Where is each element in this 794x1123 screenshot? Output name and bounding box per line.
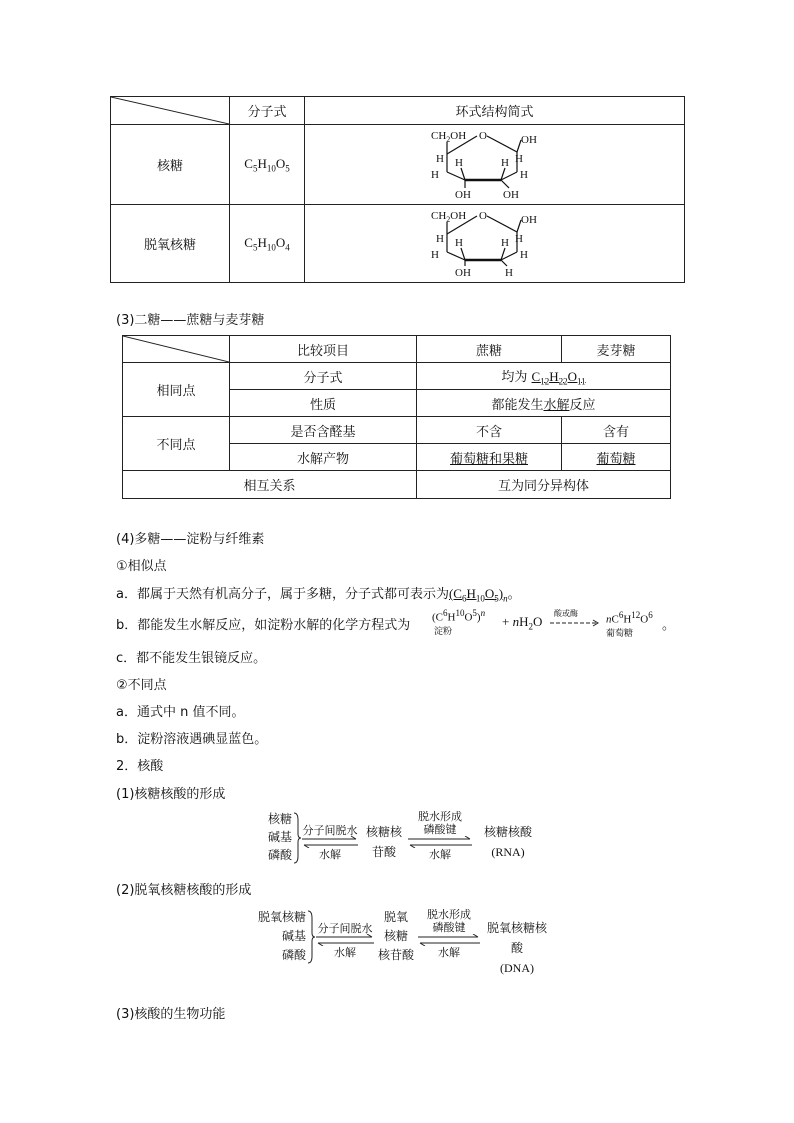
oh-label-c1: OH — [520, 133, 537, 146]
similar-point-c: c．都不能发生银镜反应。 — [116, 651, 267, 666]
formula-deoxyribose: $C_5H_{10}O_4$ — [230, 205, 305, 283]
similar-point-b — [116, 614, 410, 633]
product-name: 脱氧核糖核酸 — [486, 921, 547, 955]
arrow1-bottom-label: 水解 — [334, 946, 356, 959]
h-label: H — [519, 248, 528, 261]
item-hydrolysis: 水解产物 — [230, 444, 417, 471]
h-label: H — [430, 248, 439, 261]
arrow1-top-label: 分子间脱水 — [317, 922, 373, 935]
row-name-ribose: 核糖 — [111, 125, 230, 205]
brace-icon — [307, 910, 315, 964]
mid-line2: 苷酸 — [371, 845, 396, 859]
input-phosphate: 磷酸 — [267, 848, 292, 862]
brace-icon — [293, 812, 301, 864]
text: 都能发生 — [491, 397, 544, 413]
different-point-b: b．淀粉溶液遇碘显蓝色。 — [116, 732, 268, 747]
row-group-diff: 不同点 — [123, 417, 230, 471]
h-label: H — [435, 152, 444, 165]
mid-line1: 脱氧 — [383, 910, 408, 924]
product-abbr: (DNA) — [500, 961, 534, 975]
maltose-aldehyde: 含有 — [562, 417, 671, 444]
eq-product-label: 葡萄糖 — [606, 629, 634, 639]
h-label: H — [454, 236, 463, 249]
sub-dna-title: (2)脱氧核糖核酸的形成 — [116, 883, 252, 898]
ch2oh-label: $CH_2OH$ — [430, 209, 466, 224]
product-abbr: (RNA) — [491, 845, 525, 859]
sucrose-hydrolysis: 葡萄糖和果糖 — [417, 444, 562, 471]
arrow2-top-label — [408, 810, 472, 836]
dna-formation-diagram — [252, 906, 552, 975]
text: 脱水形成 — [418, 810, 462, 823]
formula-c12h22o11: $C_{12}H_{22}O_{11}$ — [531, 368, 586, 387]
h-label: H — [500, 156, 509, 169]
row-group-same: 相同点 — [123, 363, 230, 417]
arrow2-top-label — [418, 908, 480, 934]
diagonal-header-cell — [111, 97, 230, 125]
different-point-a: a．通式中 n 值不同。 — [116, 705, 245, 720]
formula-polysaccharide: $(C_6H_{10}O_5)_n$ — [448, 586, 508, 604]
h-label: H — [454, 156, 463, 169]
value-formula — [417, 363, 671, 390]
oh-label: OH — [502, 188, 519, 201]
input-ribose: 核糖 — [267, 812, 292, 826]
text: 磷酸键 — [423, 823, 457, 836]
text: 脱水形成 — [427, 908, 471, 921]
arrow1-bottom-label: 水解 — [319, 848, 341, 861]
starch-hydrolysis-equation — [432, 608, 676, 640]
oh-label-c1: OH — [520, 213, 537, 226]
deoxyribose-ring-structure — [305, 205, 685, 283]
h-label: H — [430, 168, 439, 181]
item-formula: 分子式 — [230, 363, 417, 390]
oh-label: OH — [454, 266, 471, 279]
col-header-item: 比较项目 — [230, 336, 417, 363]
oh-label: OH — [454, 188, 471, 201]
h-label: H — [500, 236, 509, 249]
rna-intermediate — [362, 822, 406, 862]
input-deoxyribose: 脱氧核糖 — [257, 910, 306, 924]
eq-reactant: $(C^6H^{10}O^5)^n$ — [432, 608, 486, 624]
sugar-structure-table — [110, 96, 685, 283]
deoxyribose-ring-diagram — [425, 208, 565, 280]
similar-points-title: ①相似点 — [116, 559, 167, 574]
ribose-ring-structure — [305, 125, 685, 205]
ring-o-label: O — [478, 209, 487, 222]
dna-intermediate — [376, 908, 416, 965]
section-disaccharide-title: (3)二糖——蔗糖与麦芽糖 — [116, 313, 265, 328]
item-aldehyde: 是否含醛基 — [230, 417, 417, 444]
mid-line3: 核苷酸 — [377, 948, 414, 962]
product-name: 核糖核酸 — [483, 825, 532, 839]
ring-o-label: O — [478, 129, 487, 142]
mid-line2: 核糖 — [383, 929, 408, 943]
eq-arrow-icon — [550, 618, 602, 628]
value-prefix: 均为 — [501, 369, 528, 385]
maltose-hydrolysis: 葡萄糖 — [562, 444, 671, 471]
sub-rna-title: (1)核糖核酸的形成 — [116, 787, 226, 802]
eq-end: 。 — [662, 618, 676, 633]
col-header-structure: 环式结构简式 — [305, 97, 685, 125]
item-property: 性质 — [230, 390, 417, 417]
mid-line1: 核糖核 — [365, 825, 402, 839]
rna-product — [476, 822, 540, 862]
row-name-deoxyribose: 脱氧核糖 — [111, 205, 230, 283]
h-label: H — [514, 152, 523, 165]
similar-point-a: a．都属于天然有机高分子，属于多糖，分子式都可表示为$(C_6H_{10}O_5)_n$。 — [116, 586, 521, 604]
diagonal-header-cell — [123, 336, 230, 363]
section-polysaccharide-title: (4)多糖——淀粉与纤维素 — [116, 532, 265, 547]
arrow1-top-label: 分子间脱水 — [302, 824, 358, 837]
text: 反应 — [569, 397, 596, 413]
rna-inputs — [260, 810, 292, 864]
sucrose-aldehyde: 不含 — [417, 417, 562, 444]
section-nucleic-acid: 2．核酸 — [116, 759, 164, 774]
h-label: H — [435, 232, 444, 245]
col-header-maltose: 麦芽糖 — [562, 336, 671, 363]
rna-formation-diagram — [260, 810, 540, 870]
arrow2-bottom-label: 水解 — [429, 848, 451, 861]
input-phosphate: 磷酸 — [281, 948, 306, 962]
item-relation: 相互关系 — [123, 471, 417, 499]
text: b．都能发生水解反应，如淀粉水解的化学方程式为 — [116, 618, 411, 633]
ch2oh-label: $CH_2OH$ — [430, 129, 466, 144]
different-points-title: ②不同点 — [116, 678, 167, 693]
text: a．都属于天然有机高分子，属于多糖，分子式都可表示为 — [116, 587, 449, 602]
dna-inputs — [252, 908, 306, 965]
eq-plus-water: + $nH_2O$ — [502, 614, 543, 632]
eq-product: $nC^6H^{12}O^6$ — [606, 610, 653, 626]
col-header-sucrose: 蔗糖 — [417, 336, 562, 363]
formula-ribose: $C_5H_{10}O_5$ — [230, 125, 305, 205]
sub-function-title: (3)核酸的生物功能 — [116, 1007, 226, 1022]
h-label: H — [519, 168, 528, 181]
h-label: H — [514, 232, 523, 245]
h-label: H — [504, 266, 513, 279]
text: 磷酸键 — [432, 921, 466, 934]
eq-reactant-label: 淀粉 — [434, 627, 453, 637]
ribose-ring-diagram — [425, 128, 565, 202]
value-relation: 互为同分异构体 — [417, 471, 671, 499]
input-base: 碱基 — [281, 929, 306, 943]
value-property — [417, 390, 671, 417]
input-base: 碱基 — [267, 830, 292, 844]
eq-condition: 酸或酶 — [554, 609, 578, 618]
disaccharide-comparison-table — [122, 335, 671, 499]
arrow2-bottom-label: 水解 — [438, 946, 460, 959]
dna-product — [482, 918, 552, 978]
underlined-term: 水解 — [543, 397, 570, 413]
col-header-formula: 分子式 — [230, 97, 305, 125]
